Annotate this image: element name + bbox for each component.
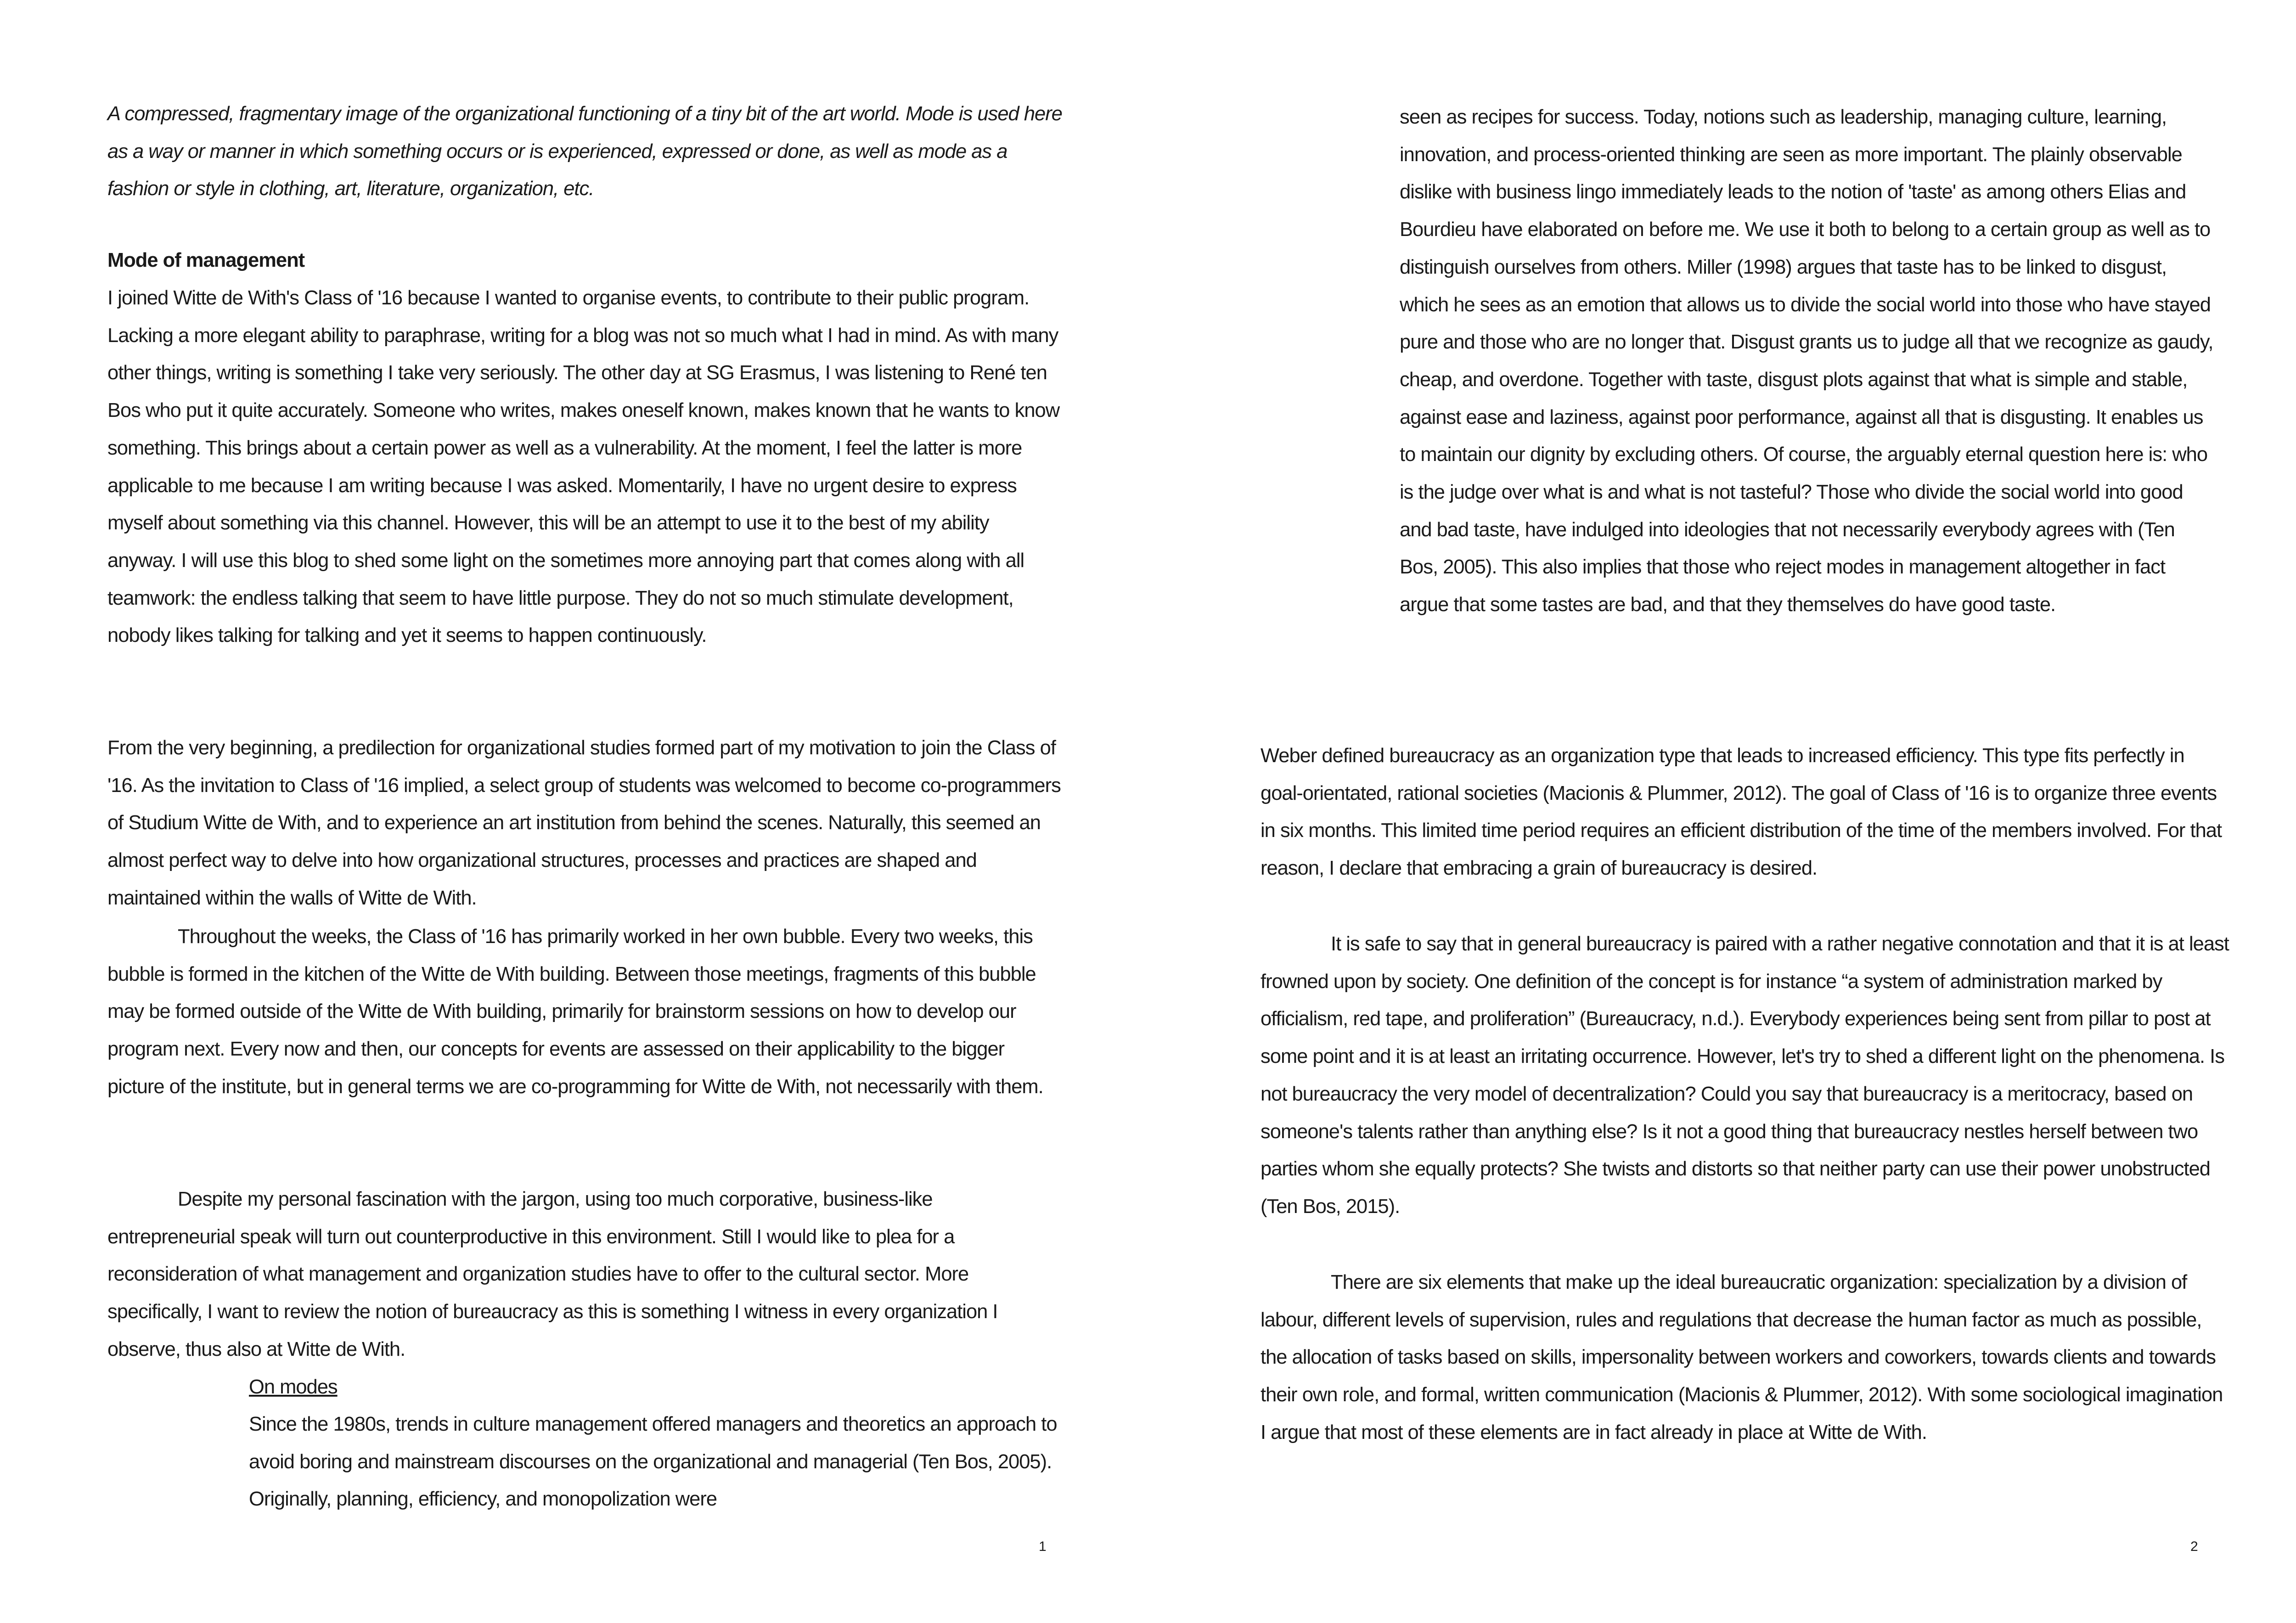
section-heading: Mode of management [107, 249, 305, 271]
paragraph-2: From the very beginning, a predilection for organizational studies formed part of my motivation to join the Class of '16. As the invitation to Class of '16 implied, a select group of students was welcomed to become co-programmers of Studium Witte de With, and to experience an art institution from behind the scenes. Naturally, this seemed an almost perfect way to delve into how organizational structures, processes and practices are shaped and maintained within the walls of Witte de With. [107, 737, 1061, 909]
paragraph-3: There are six elements that make up the ideal bureaucratic organization: specialization by a division of labour, different levels of supervision, rules and regulations that decrease the human factor as much as possible, the allocation of tasks based on skills, impersonality between workers and coworkers, towards clients and towards their own role, and formal, written communication (Macionis & Plummer, 2012). With some sociological imagination I argue that most of these elements are in fact already in place at Witte de With. [1261, 1271, 2223, 1443]
indented-paragraph: Since the 1980s, trends in culture management offered managers and theoretics an approach to avoid boring and mainstream discourses on the organizational and managerial (Ten Bos, 2005). Originally, planning, efficiency, and monopolization were [249, 1413, 1057, 1511]
paragraph-2: It is safe to say that in general bureaucracy is paired with a rather negative connotation and that it is at least frowned upon by society. One definition of the concept is for instance “a system of administration marked by officialism, red tape, and proliferation” (Bureaucracy, n.d.). Everybody experiences being sent from pillar to post at some point and it is at least an irritating occurrence. However, let's try to shed a different light on the phenomena. Is not bureaucracy the very model of decentralization? Could you say that bureaucracy is a meritocracy, based on someone's talents rather than anything else? Is it not a good thing that bureaucracy nestles herself between two parties whom she equally protects? She twists and distorts so that neither party can use their power unobstructed (Ten Bos, 2015). [1261, 933, 2229, 1218]
paragraph-4: Despite my personal fascination with the jargon, using too much corporative, business-like entrepreneurial speak will turn out counterproductive in this environment. Still I would like to plea for a reconsideration of what management and organization studies have to offer to the cultural sector. More specifically, I want to review the notion of bureaucracy as this is something I witness in every organization I observe, thus also at Witte de With. [107, 1188, 998, 1360]
page-number: 2 [2190, 1539, 2198, 1554]
intro-paragraph: A compressed, fragmentary image of the organizational functioning of a tiny bit of the art world. Mode is used here as a way or manner in which something occurs or is experienced, expressed or done, as well as mode as a fashion or style in clothing, art, literature, organization, etc. [107, 103, 1062, 200]
page-number: 1 [1039, 1539, 1047, 1554]
subheading: On modes [249, 1376, 338, 1398]
paragraph-1: Weber defined bureaucracy as an organization type that leads to increased efficiency. This type fits perfectly in goal-orientated, rational societies (Macionis & Plummer, 2012). The goal of Class of '16 is to organize three events in six months. This limited time period requires an efficient distribution of the time of the members involved. For that reason, I declare that embracing a grain of bureaucracy is desired. [1261, 745, 2222, 880]
indented-paragraph-continued: seen as recipes for success. Today, notions such as leadership, managing culture, learning, innovation, and process-oriented thinking are seen as more important. The plainly observable dislike with business lingo immediately leads to the notion of 'taste' as among others Elias and Bourdieu have elaborated on before me. We use it both to belong to a certain group as well as to distinguish ourselves from others. Miller (1998) argues that taste has to be linked to disgust, which he sees as an emotion that allows us to divide the social world into those who have stayed pure and those who are no longer that. Disgust grants us to judge all that we recognize as gaudy, cheap, and overdone. Together with taste, disgust plots against that what is simple and stable, against ease and laziness, against poor performance, against all that is disgusting. It enables us to maintain our dignity by excluding others. Of course, the arguably eternal question here is: who is the judge over what is and what is not tasteful? Those who divide the social world into good and bad taste, have indulged into ideologies that not necessarily everybody agrees with (Ten Bos, 2005). This also implies that those who reject modes in management altogether in fact argue that some tastes are bad, and that they themselves do have good taste. [1400, 106, 2213, 616]
page-2 [1148, 0, 2296, 1623]
paragraph-1: I joined Witte de With's Class of '16 because I wanted to organise events, to contribute to their public program. Lacking a more elegant ability to paraphrase, writing for a blog was not so much what I had in mind. As with many other things, writing is something I take very seriously. The other day at SG Erasmus, I was listening to René ten Bos who put it quite accurately. Someone who writes, makes oneself known, makes known that he wants to know something. This brings about a certain power as well as a vulnerability. At the moment, I feel the latter is more applicable to me because I am writing because I was asked. Momentarily, I have no urgent desire to express myself about something via this channel. However, this will be an attempt to use it to the best of my ability anyway. I will use this blog to shed some light on the sometimes more annoying part that comes along with all teamwork: the endless talking that seem to have little purpose. They do not so much stimulate development, nobody likes talking for talking and yet it seems to happen continuously. [107, 287, 1060, 647]
paragraph-3: Throughout the weeks, the Class of '16 has primarily worked in her own bubble. Every two weeks, this bubble is formed in the kitchen of the Witte de With building. Between those meetings, fragments of this bubble may be formed outside of the Witte de With building, primarily for brainstorm sessions on how to develop our program next. Every now and then, our concepts for events are assessed on their applicability to the bigger picture of the institute, but in general terms we are co-programming for Witte de With, not necessarily with them. [107, 926, 1043, 1098]
